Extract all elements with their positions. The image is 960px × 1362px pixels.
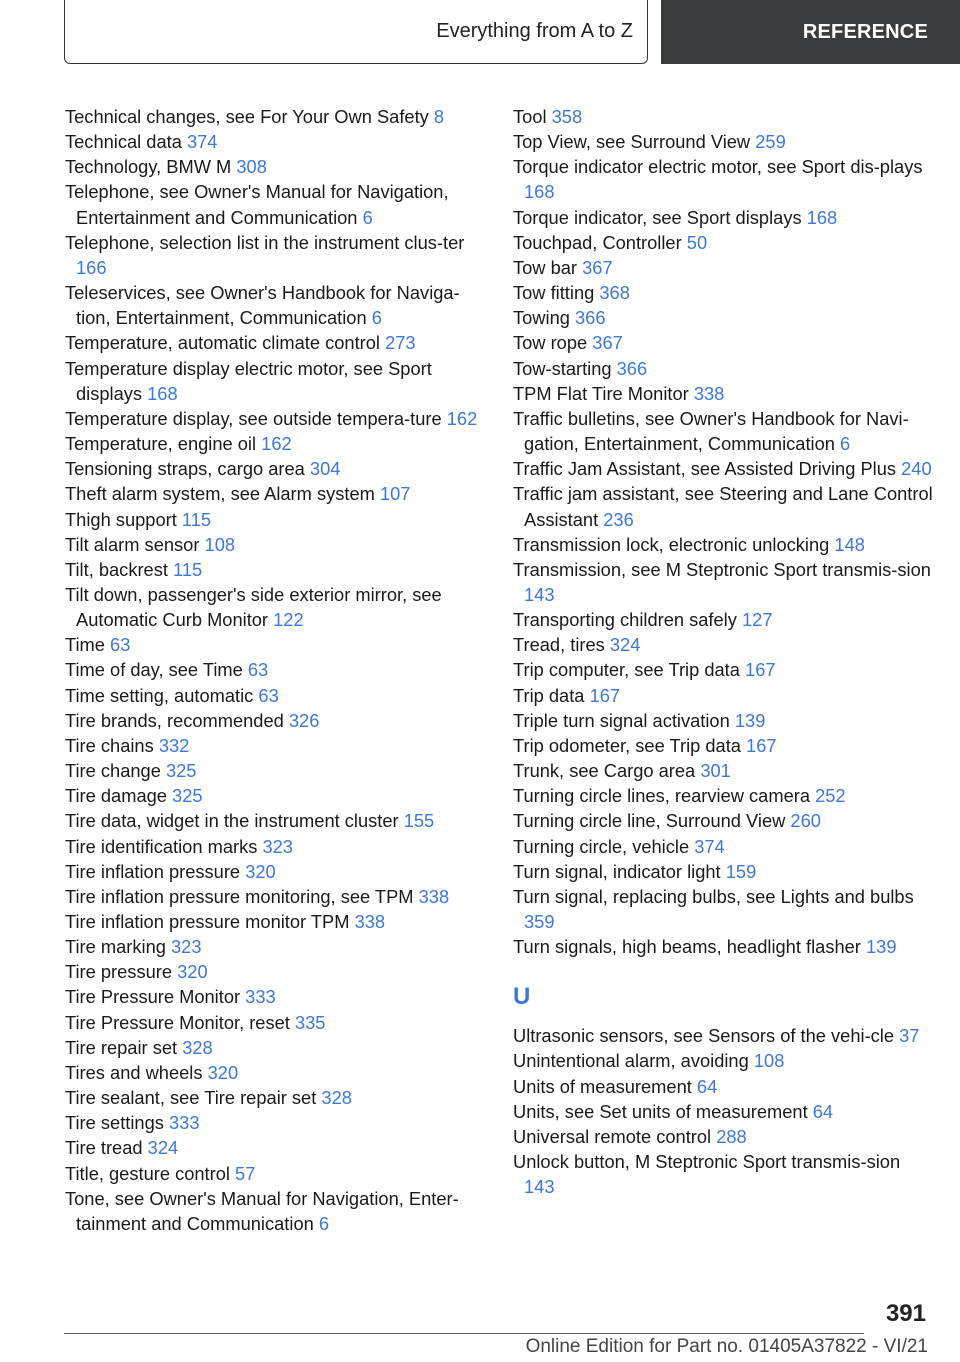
index-entry [513,783,933,808]
section-letter: U [513,983,531,1011]
page-reference-link[interactable]: 333 [168,1112,200,1134]
index-entry [65,808,485,833]
index-entry [513,406,933,456]
index-term: Triple turn signal activation [513,709,730,731]
page-reference-link[interactable]: 143 [524,1176,555,1198]
page-reference-link[interactable]: 167 [745,659,776,681]
page-reference-link[interactable]: 359 [524,911,555,932]
page-reference-link[interactable]: 304 [309,458,341,480]
index-term: Tire change [65,760,161,782]
header-chapter-tab [661,0,960,64]
page-reference-link[interactable]: 374 [186,131,218,153]
page-reference-link[interactable]: 320 [177,961,208,983]
index-term: Traffic jam assistant, see Steering and Lane Control Assistant [513,483,933,530]
index-term: Tensioning straps, cargo area [65,458,305,480]
index-entry [65,959,485,984]
index-term: Temperature display electric motor, see Sport displays [65,357,432,404]
index-entry [513,205,933,230]
page-reference-link[interactable]: 6 [840,433,851,455]
page-reference-link[interactable]: 115 [173,558,203,580]
index-term: Torque indicator, see Sport displays [513,206,802,228]
index-term: Tire sealant, see Tire repair set [65,1087,317,1109]
footer-edition: Online Edition for Part no. 01405A37822 - VI/21 [525,1336,928,1357]
page-reference-link[interactable]: 358 [551,106,583,127]
index-entry [513,607,933,632]
index-entry [65,456,485,481]
index-entry [65,758,485,783]
page-reference-link[interactable]: 338 [418,885,450,907]
page-reference-link[interactable]: 63 [258,684,279,706]
page-reference-link[interactable]: 115 [181,508,212,530]
page-reference-link[interactable]: 374 [694,835,725,857]
index-entry [513,1023,933,1048]
page-reference-link[interactable]: 338 [693,382,725,404]
index-term: Theft alarm system, see Alarm system [65,483,375,505]
page-reference-link[interactable]: 259 [755,131,786,153]
index-term: Turning circle, vehicle [513,835,690,857]
index-term: Tire Pressure Monitor, reset [65,1011,290,1033]
index-entry [65,783,485,808]
page-reference-link[interactable]: 368 [599,282,630,304]
index-entry [513,557,933,607]
page-reference-link[interactable]: 301 [700,760,731,782]
index-term: Temperature display, see outside tempera-ture [65,407,442,429]
page-reference-link[interactable]: 332 [158,734,190,756]
page-reference-link[interactable]: 367 [592,332,623,354]
page-reference-link[interactable]: 6 [371,307,382,329]
index-term: Title, gesture control [65,1162,230,1184]
index-entry [513,330,933,355]
page-reference-link[interactable]: 366 [616,357,648,379]
index-term: Traffic Jam Assistant, see Assisted Driving Plus [513,458,897,480]
index-entry [513,708,933,733]
index-term: Turn signals, high beams, headlight flasher [513,936,861,958]
index-term: Tilt, backrest [65,558,168,580]
index-entry [65,356,485,406]
header-section-title [64,0,648,64]
index-entry [65,909,485,934]
index-term: Technical changes, see For Your Own Safety [65,106,429,127]
page-number: 391 [885,1300,926,1327]
page-reference-link[interactable]: 155 [403,810,435,832]
page-reference-link[interactable]: 338 [354,911,386,932]
page-reference-link[interactable]: 260 [790,810,821,832]
index-entry [65,834,485,859]
index-entry [65,179,485,229]
page-reference-link[interactable]: 148 [834,533,865,555]
index-entry [513,532,933,557]
index-term: Turning circle line, Surround View [513,810,786,832]
index-term: Tire identification marks [65,835,258,857]
index-term: Top View, see Surround View [513,131,751,153]
page-reference-link[interactable]: 168 [524,181,555,203]
index-term: Tone, see Owner's Manual for Navigation, Enter-tainment and Communication [65,1187,459,1234]
page-reference-link[interactable]: 166 [76,256,107,278]
page-reference-link[interactable]: 335 [294,1011,326,1033]
page-reference-link[interactable]: 139 [734,709,766,731]
index-entry [65,708,485,733]
index-term: Technology, BMW M [65,156,232,178]
index-term: Telephone, selection list in the instrument clus-ter [65,231,465,253]
page-reference-link[interactable]: 162 [446,407,478,429]
page-reference-link[interactable]: 162 [261,433,292,455]
page-reference-link[interactable]: 143 [524,583,555,605]
index-entry [513,456,933,481]
index-entry [65,406,485,431]
index-term: Tire data, widget in the instrument cluster [65,810,399,832]
section-title: Everything from A to Z [436,20,633,42]
page-reference-link[interactable]: 64 [696,1075,718,1097]
index-column-left [65,104,485,1236]
page-reference-link[interactable]: 366 [575,307,606,329]
index-entry [513,381,933,406]
page-reference-link[interactable]: 323 [171,936,202,958]
index-entry [513,255,933,280]
index-entry [65,733,485,758]
index-term: Tilt alarm sensor [65,533,200,555]
index-entry [65,1161,485,1186]
index-entry [513,104,933,129]
index-entry [513,733,933,758]
page-reference-link[interactable]: 57 [235,1162,256,1184]
page-reference-link[interactable]: 127 [741,609,773,631]
index-entry [65,1085,485,1110]
index-entry [513,280,933,305]
page-reference-link[interactable]: 50 [686,231,708,253]
page-reference-link[interactable]: 167 [746,734,777,756]
page-reference-link[interactable]: 139 [865,936,897,958]
index-entry [513,808,933,833]
index-term: Traffic bulletins, see Owner's Handbook for Navi-gation, Entertainment, Communication [513,407,909,455]
page-reference-link[interactable]: 64 [812,1100,834,1122]
index-term: Tire marking [65,936,166,958]
page-reference-link[interactable]: 252 [815,785,846,807]
index-term: Tire chains [65,734,154,756]
index-term: Tow bar [513,256,578,278]
index-term: Turn signal, indicator light [513,860,721,882]
index-term: Tire inflation pressure monitoring, see TPM [65,885,414,907]
index-column-right [513,104,933,1199]
index-term: Tire inflation pressure monitor TPM [65,911,350,932]
page-reference-link[interactable]: 159 [725,860,757,882]
index-entry [513,1099,933,1124]
index-term: Tire inflation pressure [65,860,241,882]
index-entry [65,884,485,909]
index-term: Tire brands, recommended [65,709,284,731]
index-entry [65,1110,485,1135]
index-entry [65,154,485,179]
index-entry [513,230,933,255]
index-term: Teleservices, see Owner's Handbook for Naviga-tion, Entertainment, Communication [65,282,460,329]
index-entry [513,129,933,154]
index-entry [65,859,485,884]
page-reference-link[interactable]: 288 [716,1125,747,1147]
index-term: Transmission lock, electronic unlocking [513,533,830,555]
index-entry [65,532,485,557]
page-reference-link[interactable]: 308 [236,156,267,178]
page-reference-link[interactable]: 107 [379,483,411,505]
index-entry [513,934,933,959]
index-entry [513,356,933,381]
index-group-t [513,104,933,959]
index-term: Time [65,634,105,656]
page-reference-link[interactable]: 122 [273,609,304,631]
index-term: Tire damage [65,785,167,807]
footer-divider [64,1333,864,1334]
index-term: Trip computer, see Trip data [513,659,740,681]
page-reference-link[interactable]: 320 [207,1061,239,1083]
page-reference-link[interactable]: 37 [899,1025,920,1047]
index-entry [513,884,933,934]
index-term: Tow rope [513,332,588,354]
index-entry [65,657,485,682]
index-term: Tire settings [65,1112,164,1134]
index-term: Turning circle lines, rearview camera [513,785,810,807]
index-term: Tilt down, passenger's side exterior mirror, see Automatic Curb Monitor [65,583,442,631]
index-term: Universal remote control [513,1125,712,1147]
index-entry [65,683,485,708]
index-entry [513,154,933,204]
index-term: Transmission, see M Steptronic Sport transmis-sion [513,558,931,580]
index-entry [513,1048,933,1073]
index-term: Time setting, automatic [65,684,254,706]
index-entry [65,431,485,456]
index-entry [513,1074,933,1099]
page-reference-link[interactable]: 8 [433,106,445,127]
page-reference-link[interactable]: 323 [262,835,293,857]
index-term: Towing [513,307,570,329]
page-reference-link[interactable]: 168 [806,206,838,228]
index-entry [65,129,485,154]
index-term: Turn signal, replacing bulbs, see Lights and bulbs [513,885,914,907]
page-reference-link[interactable]: 273 [385,332,416,354]
index-entry [65,1135,485,1160]
index-entry [65,934,485,959]
index-entry [65,632,485,657]
index-term: Tire Pressure Monitor [65,986,241,1008]
page-reference-link[interactable]: 240 [901,458,932,480]
index-entry [65,230,485,280]
index-term: Trip data [513,684,585,706]
index-entry [65,481,485,506]
page-reference-link[interactable]: 333 [245,986,276,1008]
page-reference-link[interactable]: 63 [110,634,131,656]
index-term: Tow fitting [513,282,595,304]
index-entry [65,1035,485,1060]
index-entry [65,280,485,330]
page-reference-link[interactable]: 6 [362,206,373,228]
page-reference-link[interactable]: 325 [165,760,197,782]
index-entry [513,1124,933,1149]
index-entry [513,657,933,682]
page-reference-link[interactable]: 6 [318,1212,330,1234]
index-term: Unintentional alarm, avoiding [513,1050,749,1072]
page-reference-link[interactable]: 320 [245,860,276,882]
page-reference-link[interactable]: 167 [589,684,621,706]
index-term: Touchpad, Controller [513,231,682,253]
index-entry [65,330,485,355]
index-term: Time of day, see Time [65,659,243,681]
index-entry [65,984,485,1009]
index-term: TPM Flat Tire Monitor [513,382,689,404]
index-entry [513,758,933,783]
index-term: Technical data [65,131,182,153]
index-entry [513,834,933,859]
index-entry [513,632,933,657]
page-reference-link[interactable]: 328 [182,1036,213,1058]
index-entry [513,1149,933,1199]
index-term: Ultrasonic sensors, see Sensors of the vehi-cle [513,1025,895,1047]
index-term: Units of measurement [513,1075,692,1097]
index-term: Unlock button, M Steptronic Sport transmis-sion [513,1151,901,1173]
index-term: Trunk, see Cargo area [513,760,696,782]
index-term: Temperature, automatic climate control [65,332,380,354]
page-reference-link[interactable]: 326 [288,709,320,731]
index-term: Telephone, see Owner's Manual for Navigation, Entertainment and Communication [65,181,449,228]
page-reference-link[interactable]: 168 [147,382,178,404]
page-reference-link[interactable]: 325 [172,785,203,807]
index-entry [513,481,933,531]
index-term: Trip odometer, see Trip data [513,734,741,756]
index-entry [513,305,933,330]
index-entry [65,1010,485,1035]
index-term: Tire repair set [65,1036,178,1058]
index-term: Temperature, engine oil [65,433,257,455]
index-entry [513,859,933,884]
index-term: Thigh support [65,508,177,530]
index-entry [65,582,485,632]
index-term: Tire pressure [65,961,173,983]
index-entry [65,1060,485,1085]
index-entry [65,557,485,582]
page-reference-link[interactable]: 324 [609,634,641,656]
index-term: Torque indicator electric motor, see Sport dis-plays [513,156,923,178]
page-reference-link[interactable]: 108 [753,1050,785,1072]
index-entry [65,507,485,532]
page-reference-link[interactable]: 63 [247,659,269,681]
page-reference-link[interactable]: 328 [321,1087,352,1109]
index-term: Transporting children safely [513,609,737,631]
index-term: Tread, tires [513,634,605,656]
index-entry [513,683,933,708]
page-reference-link[interactable]: 236 [603,508,634,530]
page-reference-link[interactable]: 324 [147,1137,179,1159]
index-term: Units, see Set units of measurement [513,1100,808,1122]
index-term: Tire tread [65,1137,143,1159]
page-reference-link[interactable]: 108 [204,533,236,555]
index-term: Tow-starting [513,357,612,379]
index-entry [65,104,485,129]
index-term: Tool [513,106,547,127]
page-reference-link[interactable]: 367 [582,256,613,278]
index-entry [65,1186,485,1236]
index-term: Tires and wheels [65,1061,203,1083]
chapter-title: REFERENCE [802,20,928,43]
index-group-u [513,1023,933,1199]
